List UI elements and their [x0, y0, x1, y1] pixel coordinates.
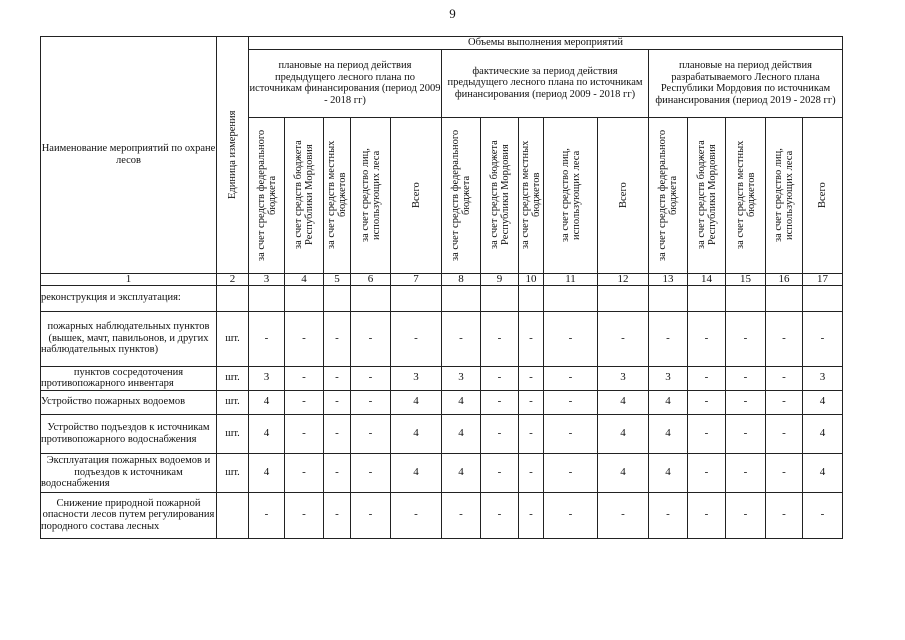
col-number: 17 [803, 273, 843, 285]
col-number: 3 [249, 273, 285, 285]
value-cell: 4 [649, 390, 688, 414]
subcol-local [519, 117, 544, 273]
value-cell: - [324, 366, 351, 390]
value-cell: - [519, 366, 544, 390]
unit-cell [217, 285, 249, 311]
value-cell: - [766, 366, 803, 390]
col-number: 14 [688, 273, 726, 285]
subcol-label: за счет средство лиц, использующих леса [773, 148, 795, 242]
value-cell: 4 [391, 414, 442, 453]
activity-name: Снижение природной пожарной опасности лесов путем регулирования породного состава лесных [41, 492, 217, 538]
value-cell: - [598, 311, 649, 366]
subcol-republic [285, 117, 324, 273]
table-row [41, 311, 843, 366]
value-cell: - [285, 492, 324, 538]
value-cell: 3 [649, 366, 688, 390]
unit-column-header-text: Единица измерения [227, 110, 238, 199]
col-number: 13 [649, 273, 688, 285]
value-cell: - [598, 492, 649, 538]
value-cell: 4 [598, 390, 649, 414]
value-cell: - [285, 414, 324, 453]
subcol-label: за счет средств бюджета Республики Мордовия [488, 140, 511, 250]
col-number: 1 [41, 273, 217, 285]
value-cell: 3 [598, 366, 649, 390]
value-cell: 4 [649, 414, 688, 453]
value-cell: - [481, 311, 519, 366]
value-cell: - [481, 414, 519, 453]
value-cell: 3 [803, 366, 843, 390]
value-cell: - [544, 390, 598, 414]
unit-cell: шт. [217, 366, 249, 390]
activity-name: пожарных наблюдательных пунктов (вышек, мачт, павильонов, и других наблюдательных пунктов) [41, 311, 217, 366]
subcol-federal [649, 117, 688, 273]
activity-name: пунктов сосредоточения противопожарного инвентаря [41, 366, 217, 390]
table-row [41, 285, 843, 311]
unit-cell: шт. [217, 390, 249, 414]
col-number: 12 [598, 273, 649, 285]
value-cell [803, 285, 843, 311]
value-cell: - [766, 311, 803, 366]
table-row [41, 492, 843, 538]
header-row-1 [41, 37, 843, 50]
value-cell: - [766, 453, 803, 492]
value-cell: - [324, 453, 351, 492]
col-number: 11 [544, 273, 598, 285]
volumes-title: Объемы выполнения мероприятий [249, 37, 843, 50]
value-cell: - [481, 390, 519, 414]
column-number-row [41, 273, 843, 285]
value-cell: - [324, 492, 351, 538]
page-number: 9 [449, 6, 456, 21]
col-number: 5 [324, 273, 351, 285]
value-cell [544, 285, 598, 311]
group-actual-previous: фактические за период действия предыдущего лесного плана по источникам финансирования (период 2009 - 2018 гг) [442, 49, 649, 117]
unit-cell [217, 492, 249, 538]
value-cell [442, 285, 481, 311]
subcol-label: за счет средств федерального бюджета [450, 129, 472, 261]
subcol-republic [688, 117, 726, 273]
value-cell: - [285, 311, 324, 366]
subcol-label: за счет средств федерального бюджета [255, 129, 278, 261]
value-cell: - [544, 366, 598, 390]
value-cell [519, 285, 544, 311]
col-number: 2 [217, 273, 249, 285]
value-cell: - [726, 390, 766, 414]
col-number: 9 [481, 273, 519, 285]
value-cell: 3 [391, 366, 442, 390]
group-planned-new: плановые на период действия разрабатываемого Лесного плана Республики Мордовия по источникам финансирования (период 2019 - 2028 гг) [649, 49, 843, 117]
value-cell: - [726, 492, 766, 538]
subcol-label: за счет средств местных бюджетов [326, 140, 348, 250]
value-cell: - [481, 366, 519, 390]
value-cell: 3 [442, 366, 481, 390]
subcol-total [391, 117, 442, 273]
value-cell: - [766, 492, 803, 538]
value-cell: - [688, 453, 726, 492]
value-cell: - [519, 414, 544, 453]
unit-cell: шт. [217, 311, 249, 366]
subcol-federal [442, 117, 481, 273]
value-cell: - [688, 366, 726, 390]
value-cell: 4 [249, 414, 285, 453]
subcol-label: Всего [617, 182, 629, 208]
subcol-local [324, 117, 351, 273]
value-cell: 4 [803, 414, 843, 453]
value-cell [249, 285, 285, 311]
value-cell: - [726, 453, 766, 492]
value-cell [481, 285, 519, 311]
col-number: 4 [285, 273, 324, 285]
value-cell: 4 [598, 414, 649, 453]
value-cell [391, 285, 442, 311]
value-cell: - [726, 366, 766, 390]
value-cell: - [544, 311, 598, 366]
value-cell: - [285, 390, 324, 414]
subcol-users [351, 117, 391, 273]
subcol-label: за счет средство лиц, использующих леса [559, 148, 582, 242]
subcol-users [766, 117, 803, 273]
subcol-republic [481, 117, 519, 273]
value-cell: - [544, 453, 598, 492]
value-cell: - [442, 492, 481, 538]
col-number: 7 [391, 273, 442, 285]
group-planned-previous: плановые на период действия предыдущего лесного плана по источникам финансирования (период 2009 - 2018 гг) [249, 49, 442, 117]
value-cell: - [481, 492, 519, 538]
subcol-label: за счет средств бюджета Республики Мордовия [695, 140, 718, 250]
activity-name: Устройство подъездов к источникам противопожарного водоснабжения [41, 414, 217, 453]
value-cell: 4 [442, 390, 481, 414]
value-cell: - [519, 311, 544, 366]
value-cell [649, 285, 688, 311]
value-cell: - [544, 414, 598, 453]
value-cell: - [726, 414, 766, 453]
col-number: 8 [442, 273, 481, 285]
value-cell: - [649, 492, 688, 538]
value-cell: - [726, 311, 766, 366]
col-number: 16 [766, 273, 803, 285]
subcol-label: за счет средств федерального бюджета [657, 129, 679, 261]
value-cell [766, 285, 803, 311]
value-cell: - [324, 311, 351, 366]
value-cell: - [351, 390, 391, 414]
value-cell: 4 [442, 414, 481, 453]
value-cell [351, 285, 391, 311]
value-cell: - [766, 390, 803, 414]
table-row [41, 453, 843, 492]
value-cell: - [351, 366, 391, 390]
activity-name: Устройство пожарных водоемов [41, 390, 217, 414]
unit-column-header [217, 37, 249, 274]
value-cell: - [481, 453, 519, 492]
value-cell: 4 [391, 453, 442, 492]
subcol-label: за счет средство лиц, использующих леса [359, 148, 382, 242]
value-cell: - [249, 311, 285, 366]
value-cell: - [351, 414, 391, 453]
unit-cell: шт. [217, 414, 249, 453]
value-cell: 4 [442, 453, 481, 492]
value-cell: 4 [249, 390, 285, 414]
col-number: 15 [726, 273, 766, 285]
table-body [41, 285, 843, 538]
value-cell: - [285, 366, 324, 390]
value-cell: - [544, 492, 598, 538]
value-cell: - [519, 390, 544, 414]
col-number: 6 [351, 273, 391, 285]
value-cell: 4 [803, 390, 843, 414]
value-cell: - [766, 414, 803, 453]
value-cell: 4 [598, 453, 649, 492]
subcol-label: за счет средств местных бюджетов [520, 140, 542, 250]
subcol-label: за счет средств местных бюджетов [734, 140, 757, 250]
value-cell: - [442, 311, 481, 366]
activity-name: Эксплуатация пожарных водоемов и подъездов к источникам водоснабжения [41, 453, 217, 492]
value-cell: - [649, 311, 688, 366]
subcol-total [598, 117, 649, 273]
value-cell [598, 285, 649, 311]
value-cell [285, 285, 324, 311]
value-cell: - [351, 311, 391, 366]
table-row [41, 366, 843, 390]
table-row [41, 414, 843, 453]
subcol-label: Всего [817, 182, 828, 208]
value-cell: 4 [391, 390, 442, 414]
value-cell: - [803, 492, 843, 538]
value-cell: 3 [249, 366, 285, 390]
table-row [41, 390, 843, 414]
value-cell: 4 [803, 453, 843, 492]
value-cell: 4 [649, 453, 688, 492]
value-cell: - [519, 453, 544, 492]
col-number: 10 [519, 273, 544, 285]
value-cell: - [688, 414, 726, 453]
subcol-label: за счет средств бюджета Республики Мордовия [293, 140, 315, 250]
value-cell [726, 285, 766, 311]
value-cell: - [688, 311, 726, 366]
subcol-total [803, 117, 843, 273]
value-cell: - [688, 492, 726, 538]
value-cell: - [351, 492, 391, 538]
subcol-users [544, 117, 598, 273]
value-cell: - [391, 311, 442, 366]
forest-protection-table [40, 36, 843, 539]
value-cell: - [803, 311, 843, 366]
value-cell: - [285, 453, 324, 492]
value-cell [688, 285, 726, 311]
unit-cell: шт. [217, 453, 249, 492]
value-cell: - [324, 414, 351, 453]
subcol-federal [249, 117, 285, 273]
value-cell: - [351, 453, 391, 492]
value-cell: - [519, 492, 544, 538]
value-cell: - [324, 390, 351, 414]
name-column-header: Наименование мероприятий по охране лесов [41, 37, 217, 274]
activity-name: реконструкция и эксплуатация: [41, 285, 217, 311]
subcol-label: Всего [410, 182, 422, 208]
value-cell: 4 [249, 453, 285, 492]
value-cell: - [688, 390, 726, 414]
subcol-local [726, 117, 766, 273]
value-cell [324, 285, 351, 311]
value-cell: - [249, 492, 285, 538]
value-cell: - [391, 492, 442, 538]
